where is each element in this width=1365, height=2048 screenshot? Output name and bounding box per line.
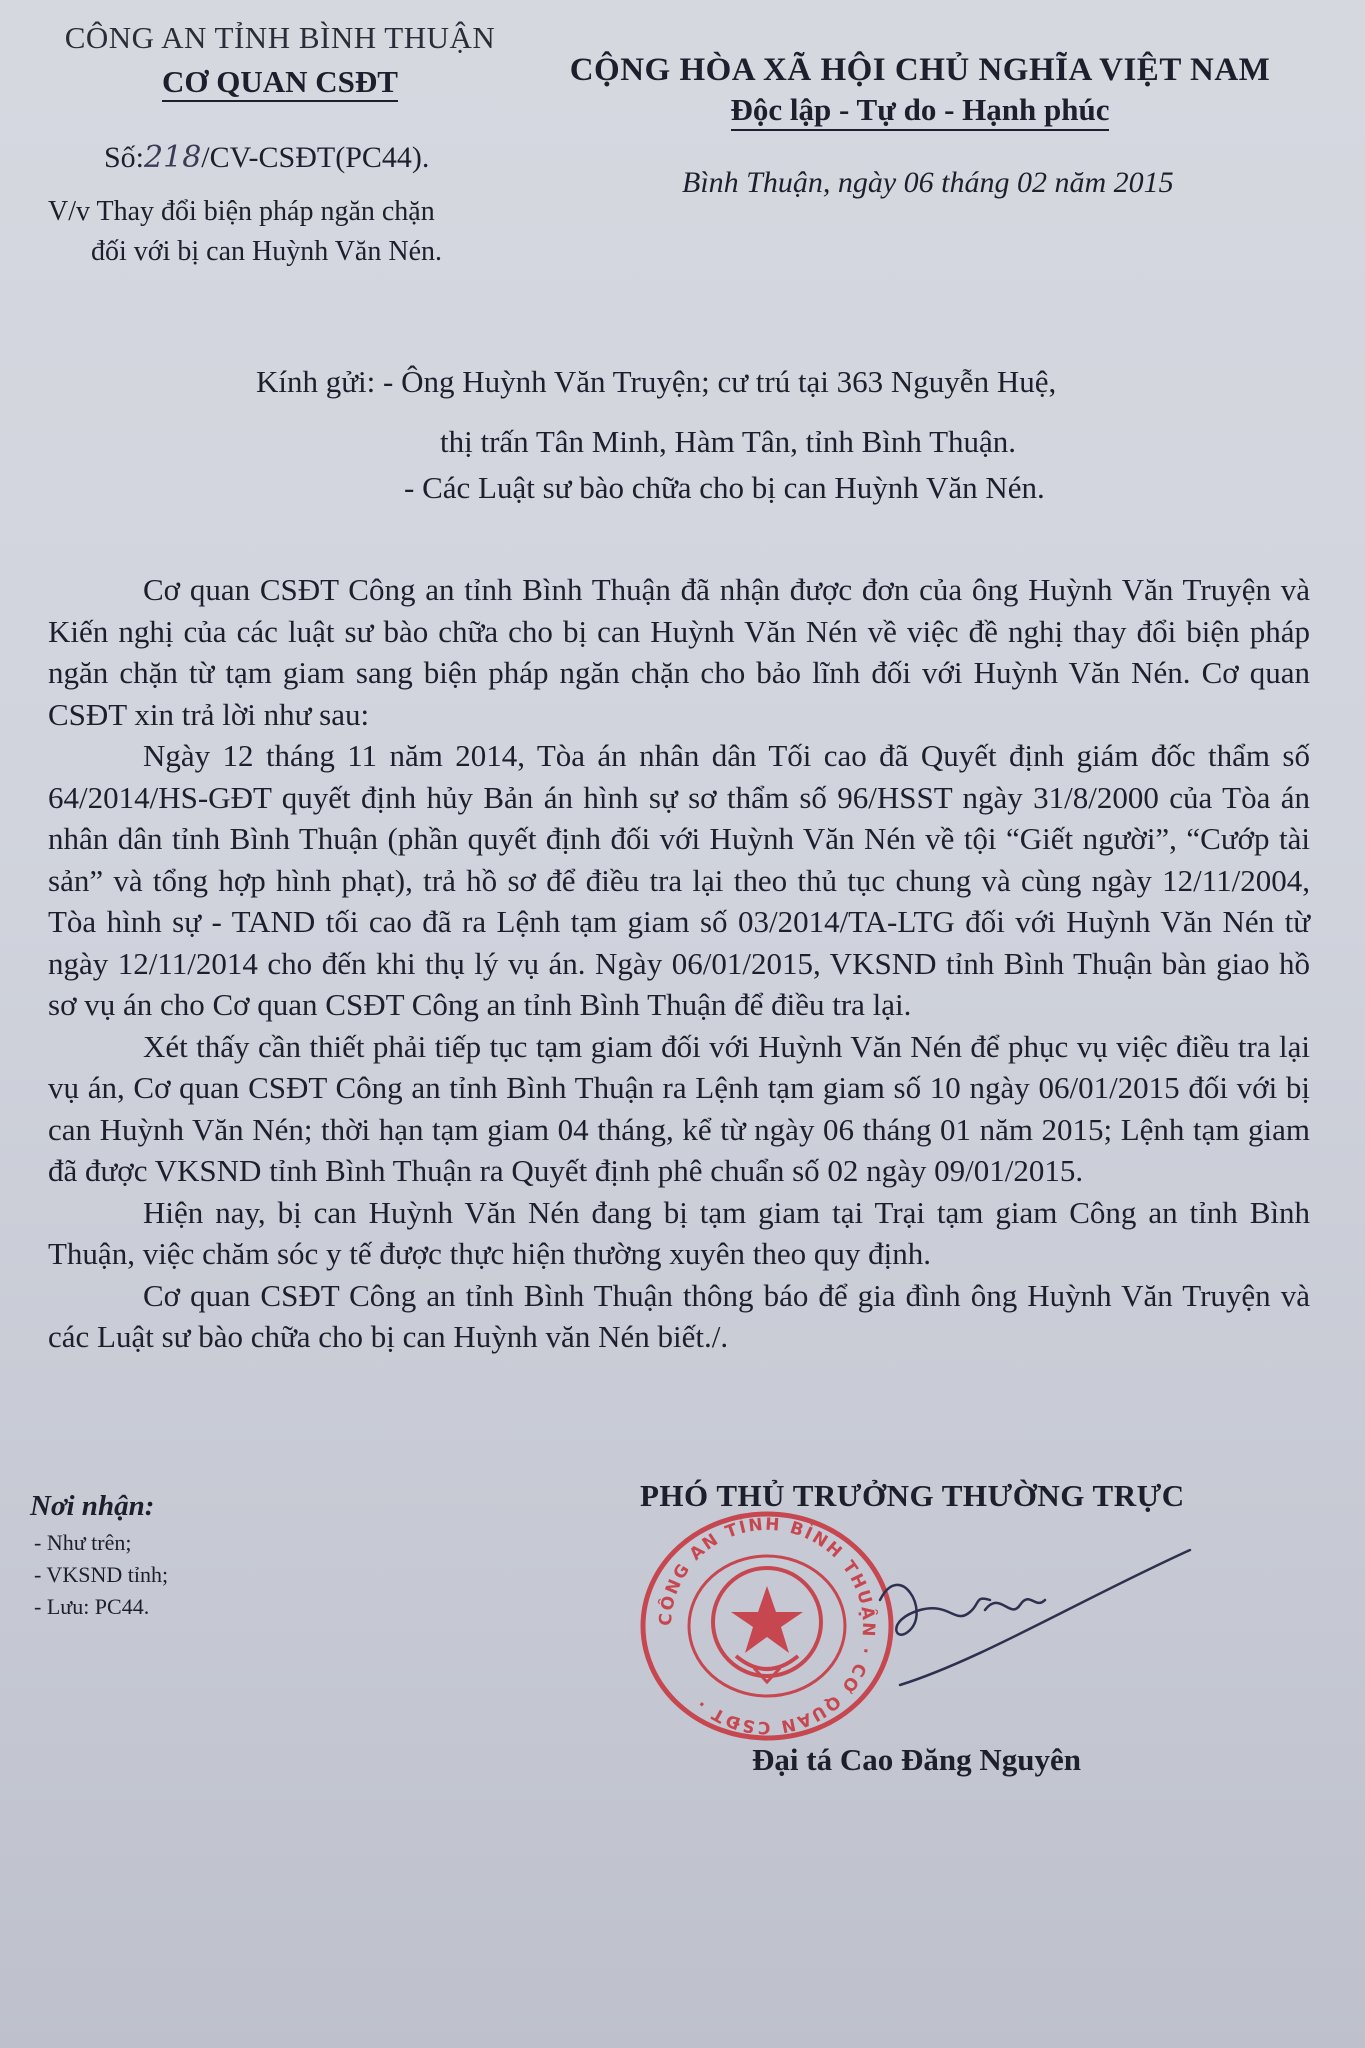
handwritten-signature-icon [860, 1540, 1200, 1700]
body-text [48, 569, 1310, 1358]
body-paragraph: Hiện nay, bị can Huỳnh Văn Nén đang bị tạm giam tại Trại tạm giam Công an tỉnh Bình Thuận, việc chăm sóc y tế được thực hiện thường xuyên theo quy định. [48, 1194, 1310, 1271]
recipients-list-item: - Lưu: PC44. [34, 1594, 150, 1619]
recipients-list-item: - VKSND tỉnh; [34, 1562, 169, 1587]
body-paragraph: Cơ quan CSĐT Công an tỉnh Bình Thuận thông báo để gia đình ông Huỳnh Văn Truyện và các Luật sư bào chữa cho bị can Huỳnh văn Nén biết./. [48, 1277, 1310, 1354]
issuing-agency-label: CƠ QUAN CSĐT [162, 64, 398, 102]
signer-name: Đại tá Cao Đăng Nguyên [752, 1742, 1081, 1777]
national-title: CỘNG HÒA XÃ HỘI CHỦ NGHĨA VIỆT NAM [569, 52, 1271, 88]
place-date: Bình Thuận, ngày 06 tháng 02 năm 2015 [682, 166, 1174, 199]
subject-line-1: V/v Thay đổi biện pháp ngăn chặn [48, 196, 435, 227]
document-number-suffix: /CV-CSĐT(PC44). [201, 141, 430, 174]
body-paragraph: Cơ quan CSĐT Công an tỉnh Bình Thuận đã nhận được đơn của ông Huỳnh Văn Truyện và Kiến nghị của các luật sư bào chữa cho bị can Huỳnh Văn Nén về việc đề nghị thay đổi biện pháp ngăn chặn từ tạm giam sang biện pháp ngăn chặn cho bảo lĩnh đối với Huỳnh Văn Nén. Cơ quan CSĐT xin trả lời như sau: [48, 572, 1310, 732]
body-paragraph: Ngày 12 tháng 11 năm 2014, Tòa án nhân dân Tối cao đã Quyết định giám đốc thẩm số 64/2014/HS-GĐT quyết định hủy Bản án hình sự sơ thẩm số 96/HSST ngày 31/8/2000 của Tòa án nhân dân tỉnh Bình Thuận (phần quyết định đối với Huỳnh Văn Nén về tội “Giết người”, “Cướp tài sản” và tổng hợp hình phạt), trả hồ sơ để điều tra lại theo thủ tục chung và cùng ngày 12/11/2004, Tòa hình sự - TAND tối cao đã ra Lệnh tạm giam số 03/2014/TA-LTG đối với Huỳnh Văn Nén từ ngày 12/11/2014 cho đến khi thụ lý vụ án. Ngày 06/01/2015, VKSND tỉnh Bình Thuận bàn giao hồ sơ vụ án cho Cơ quan CSĐT Công an tỉnh Bình Thuận để điều tra lại. [48, 738, 1310, 1022]
recipient-line-1: Kính gửi: - Ông Huỳnh Văn Truyện; cư trú tại 363 Nguyễn Huệ, [256, 364, 1057, 399]
seal-text: CÔNG AN TỈNH BÌNH THUẬN · CƠ QUAN CSĐT · [655, 1514, 879, 1738]
recipients-list-title: Nơi nhận: [30, 1490, 155, 1522]
issuing-agency [0, 64, 560, 100]
recipient-line-3: - Các Luật sư bào chữa cho bị can Huỳnh Văn Nén. [404, 470, 1045, 505]
official-seal-icon [636, 1506, 898, 1746]
subject-line [48, 192, 568, 272]
body-paragraph: Xét thấy cần thiết phải tiếp tục tạm giam đối với Huỳnh Văn Nén để phục vụ việc điều tra lại vụ án, Cơ quan CSĐT Công an tỉnh Bình Thuận ra Lệnh tạm giam số 10 ngày 06/01/2015 đối với bị can Huỳnh Văn Nén; thời hạn tạm giam 04 tháng, kể từ ngày 06 tháng 01 năm 2015; Lệnh tạm giam đã được VKSND tỉnh Bình Thuận ra Quyết định phê chuẩn số 02 ngày 09/01/2015. [48, 1028, 1310, 1188]
document-number [104, 140, 429, 175]
recipient-line-2: thị trấn Tân Minh, Hàm Tân, tỉnh Bình Thuận. [440, 424, 1017, 459]
signer-title: PHÓ THỦ TRƯỞNG THƯỜNG TRỰC [640, 1478, 1185, 1513]
national-motto [560, 92, 1280, 128]
national-motto-label: Độc lập - Tự do - Hạnh phúc [731, 92, 1110, 131]
issuing-authority: CÔNG AN TỈNH BÌNH THUẬN [64, 20, 496, 55]
subject-line-2: đối với bị can Huỳnh Văn Nén. [91, 236, 443, 267]
document-number-prefix: Số: [104, 141, 145, 174]
recipients-list-item: - Như trên; [34, 1530, 132, 1555]
document-number-handwritten: 218 [144, 140, 202, 175]
